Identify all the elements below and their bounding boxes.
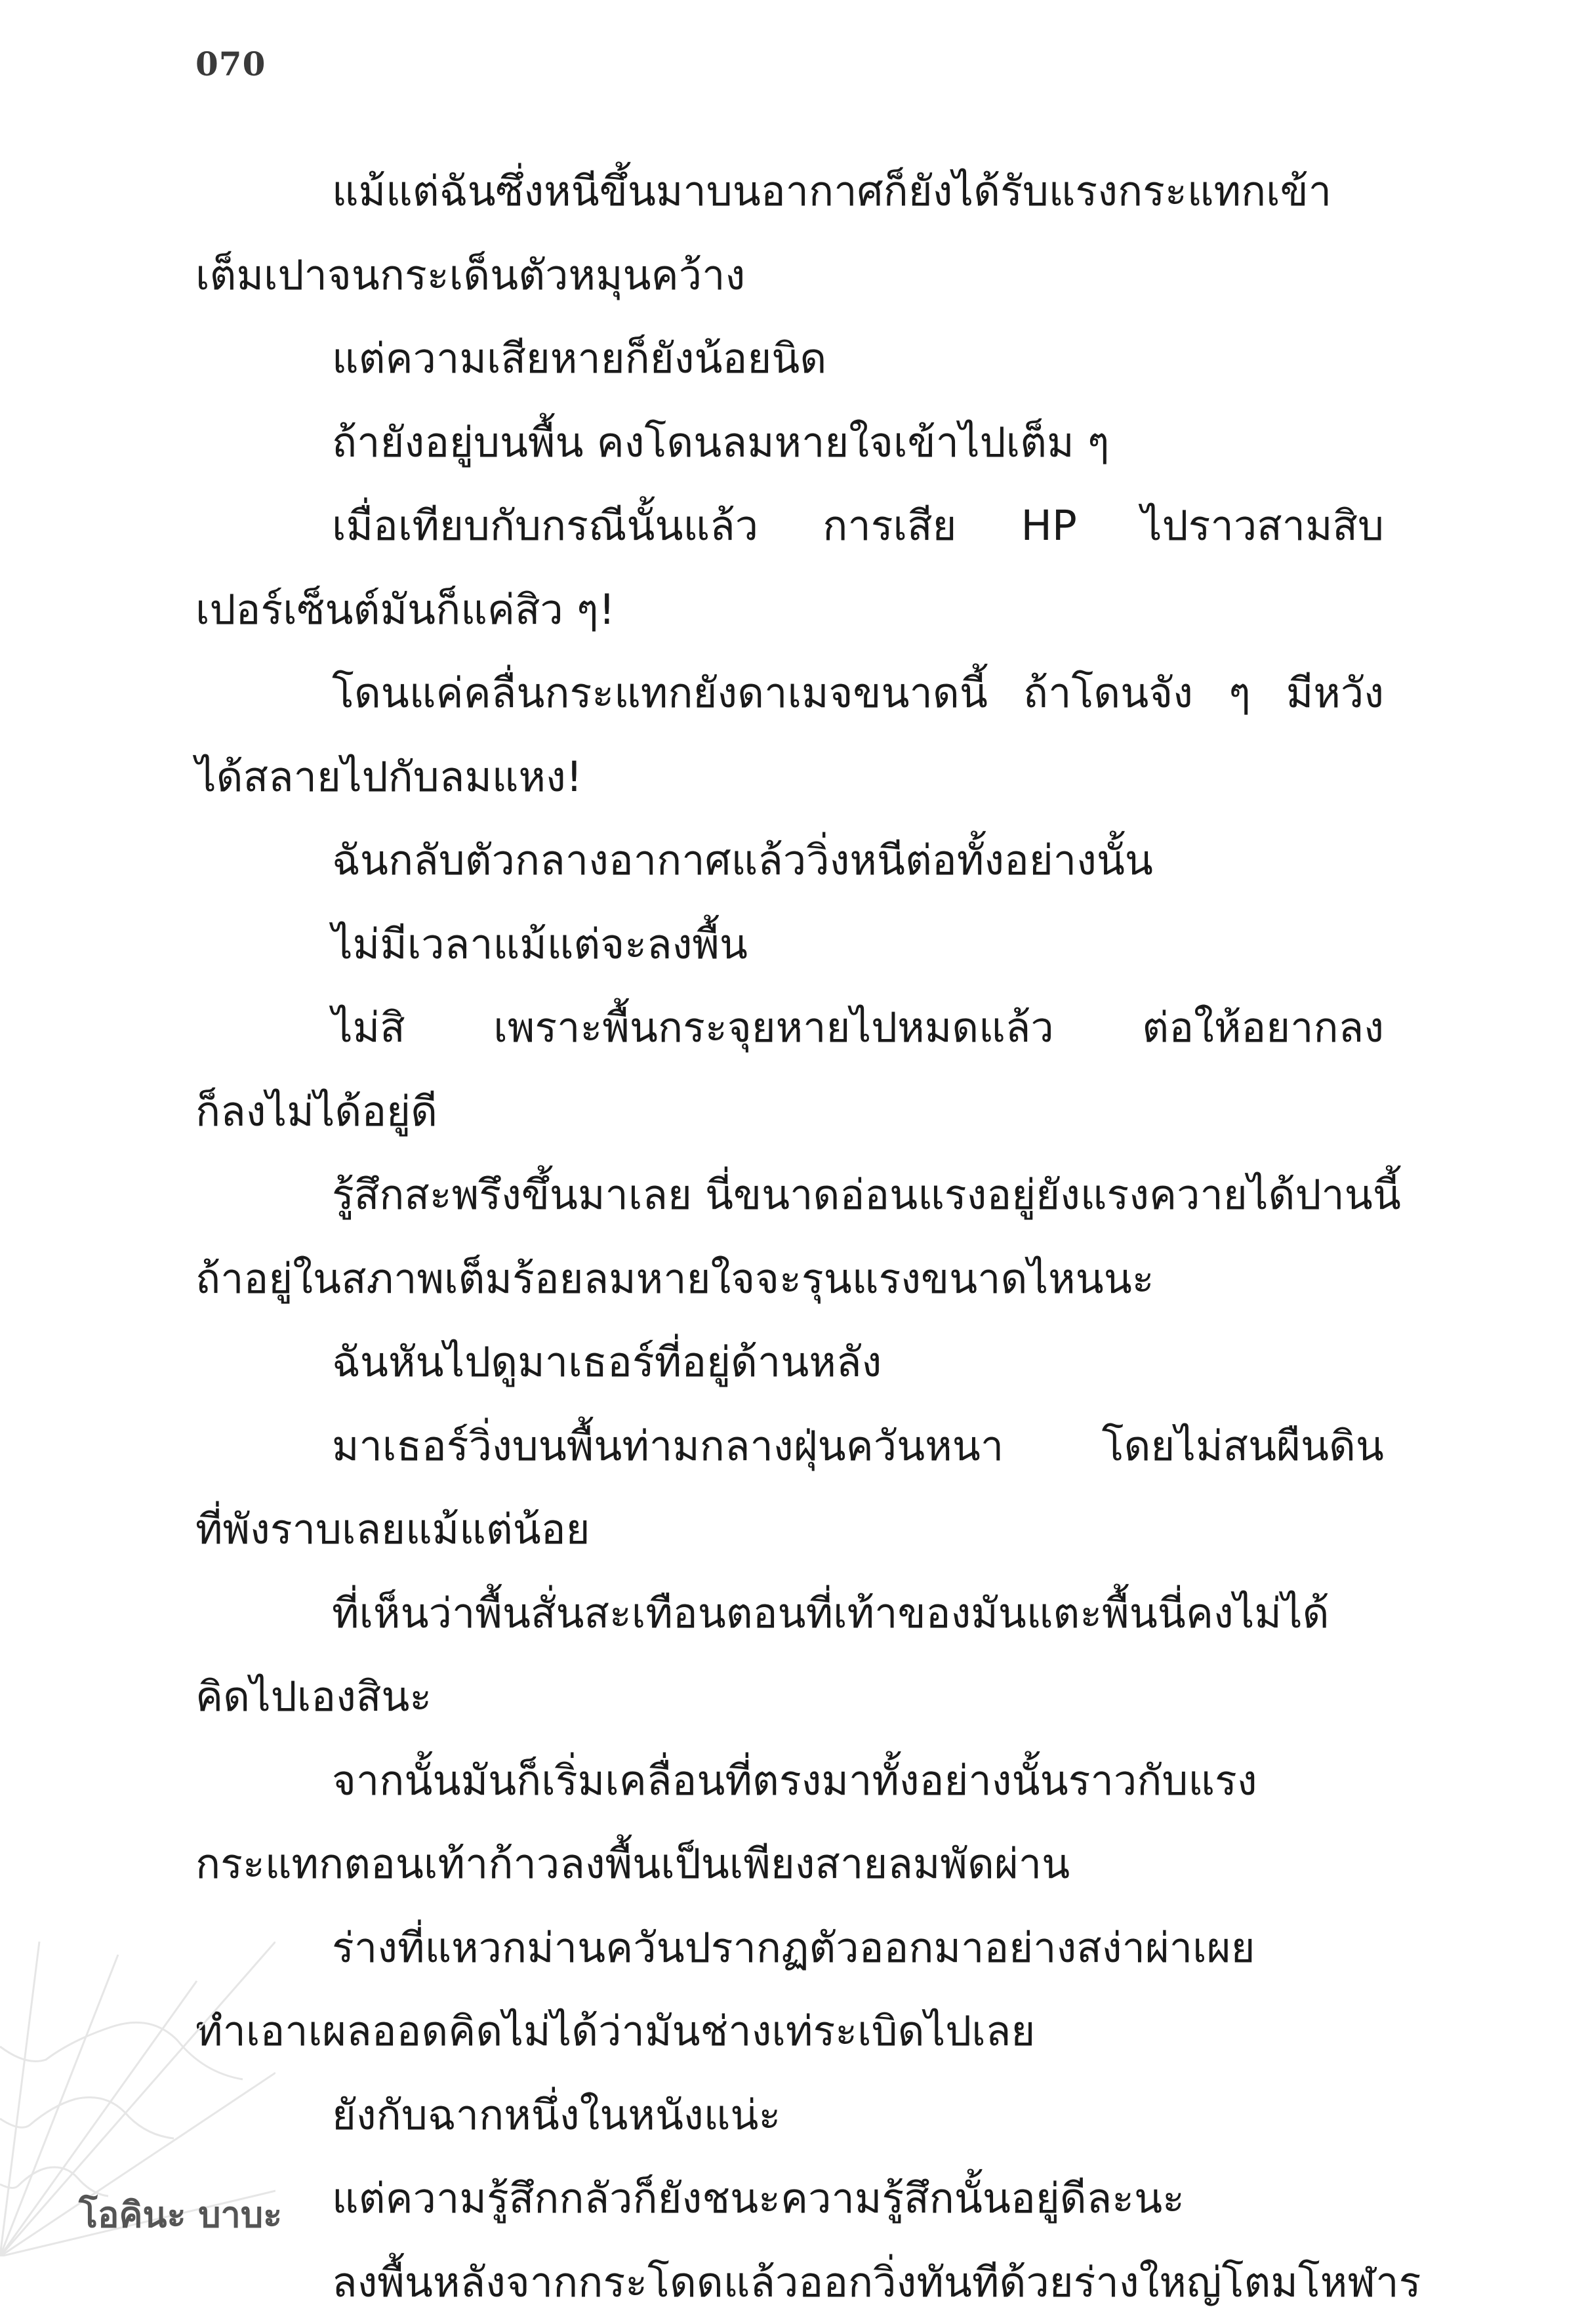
text-line: ทำเอาเผลออดคิดไม่ได้ว่ามันช่างเท่ระเบิดไปเลย <box>195 1989 1384 2073</box>
text-line: ยังกับฉากหนึ่งในหนังแน่ะ <box>195 2073 1384 2157</box>
text-line: ถ้ายังอยู่บนพื้น คงโดนลมหายใจเข้าไปเต็ม ๆ <box>195 401 1384 485</box>
text-line: ไม่สิ เพราะพื้นกระจุยหายไปหมดแล้ว ต่อให้อยากลง <box>195 986 1384 1070</box>
text-line: ร่างที่แหวกม่านควันปรากฏตัวออกมาอย่างสง่าผ่าเผย <box>195 1906 1384 1990</box>
text-line: ฉันหันไปดูมาเธอร์ที่อยู่ด้านหลัง <box>195 1320 1384 1404</box>
text-line: แต่ความเสียหายก็ยังน้อยนิด <box>195 317 1384 401</box>
text-line: ที่เห็นว่าพื้นสั่นสะเทือนตอนที่เท้าของมันแตะพื้นนี่คงไม่ได้ <box>195 1572 1384 1656</box>
text-line: เต็มเปาจนกระเด็นตัวหมุนคว้าง <box>195 234 1384 317</box>
text-line: ไม่มีเวลาแม้แต่จะลงพื้น <box>195 903 1384 987</box>
text-line: แม้แต่ฉันซึ่งหนีขึ้นมาบนอากาศก็ยังได้รับแรงกระแทกเข้า <box>195 150 1384 234</box>
text-line: รู้สึกสะพรึงขึ้นมาเลย นี่ขนาดอ่อนแรงอยู่ยังแรงควายได้ปานนี้ <box>195 1153 1384 1237</box>
page-number: 070 <box>195 45 266 83</box>
text-line: กระแทกตอนเท้าก้าวลงพื้นเป็นเพียงสายลมพัดผ่าน <box>195 1822 1384 1906</box>
text-line: ถ้าอยู่ในสภาพเต็มร้อยลมหายใจจะรุนแรงขนาดไหนนะ <box>195 1237 1384 1321</box>
text-line: เมื่อเทียบกับกรณีนั้นแล้ว การเสีย HP ไปราวสามสิบ <box>195 484 1384 568</box>
text-line: จากนั้นมันก็เริ่มเคลื่อนที่ตรงมาทั้งอย่างนั้นราวกับแรง <box>195 1739 1384 1823</box>
author-name: โอคินะ บาบะ <box>79 2186 282 2243</box>
text-line: ฉันกลับตัวกลางอากาศแล้ววิ่งหนีต่อทั้งอย่างนั้น <box>195 819 1384 903</box>
text-line: โดนแค่คลื่นกระแทกยังดาเมจขนาดนี้ ถ้าโดนจัง ๆ มีหวัง <box>195 651 1384 735</box>
text-line: ได้สลายไปกับลมแหง! <box>195 735 1384 819</box>
text-line: แต่ความรู้สึกกลัวก็ยังชนะความรู้สึกนั้นอยู่ดีละนะ <box>195 2157 1384 2241</box>
text-line: ที่พังราบเลยแม้แต่น้อย <box>195 1488 1384 1572</box>
text-line: คิดไปเองสินะ <box>195 1655 1384 1739</box>
text-line: มาเธอร์วิ่งบนพื้นท่ามกลางฝุ่นควันหนา โดยไม่สนผืนดิน <box>195 1404 1384 1488</box>
text-line: ลงพื้นหลังจากกระโดดแล้วออกวิ่งทันทีด้วยร่างใหญ่โตมโหฬาร <box>195 2241 1384 2324</box>
body-text <box>195 150 1384 2324</box>
text-line: ก็ลงไม่ได้อยู่ดี <box>195 1070 1384 1154</box>
text-line: เปอร์เซ็นต์มันก็แค่สิว ๆ! <box>195 568 1384 652</box>
